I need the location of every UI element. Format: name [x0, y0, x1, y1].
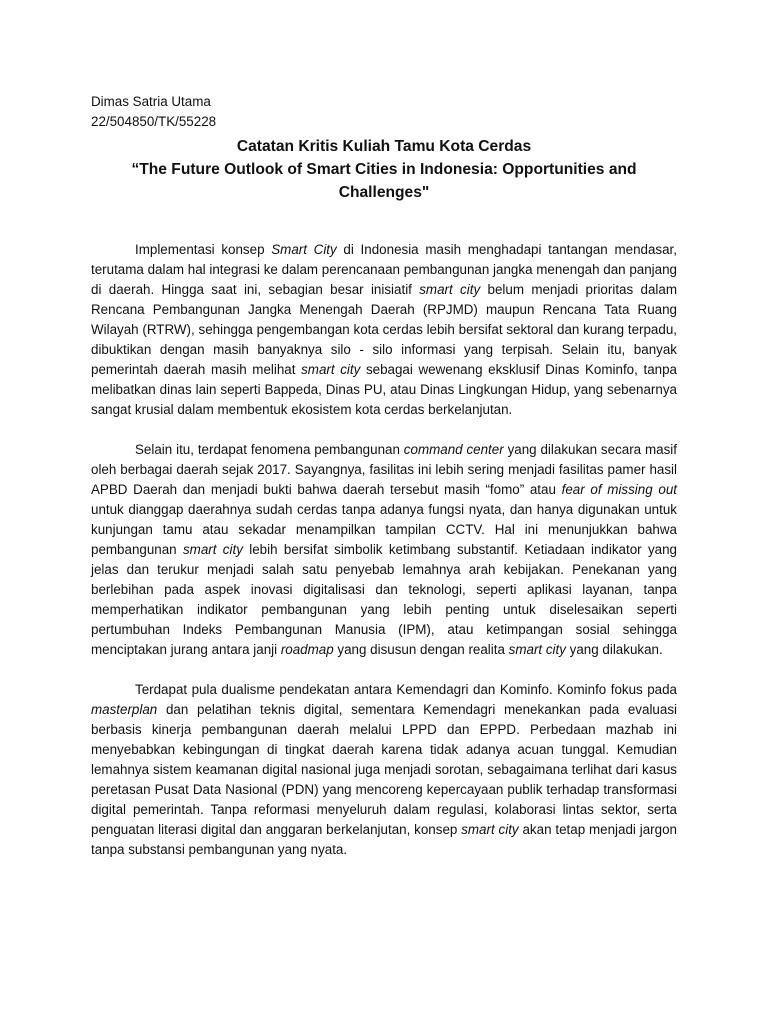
paragraph-text: untuk dianggap daerahnya sudah cerdas tanpa adanya fungsi nyata, dan hanya digunakan untuk kunjungan tamu atau sekadar menampilkan tampilan CCTV. Hal ini menunjukkan bahwa pembangunan: [91, 502, 677, 557]
italic-term: smart city: [419, 282, 481, 297]
paragraph-text: Terdapat pula dualisme pendekatan antara Kemendagri dan Kominfo. Kominfo fokus pada: [135, 682, 677, 697]
body-paragraph: [91, 240, 677, 420]
italic-term: smart city: [182, 542, 243, 557]
paragraph-text: yang dilakukan secara masif oleh berbagai daerah sejak 2017. Sayangnya, fasilitas ini lebih sering menjadi fasilitas pamer hasil APBD Daerah dan menjadi bukti bahwa daerah tersebut masih “fomo” atau: [91, 442, 677, 497]
italic-term: fear of missing out: [561, 482, 677, 497]
paragraph-text: di Indonesia masih menghadapi tantangan mendasar, terutama dalam hal integrasi ke dalam perencanaan pembangunan jangka menengah dan panjang di daerah. Hingga saat ini, sebagian besar inisiatif: [91, 242, 677, 297]
paragraph-text: yang dilakukan.: [565, 642, 663, 657]
paragraph-text: akan tetap menjadi jargon tanpa substansi pembangunan yang nyata.: [91, 822, 677, 857]
document-subtitle: “The Future Outlook of Smart Cities in Indonesia: Opportunities and Challenges": [131, 161, 637, 201]
paragraph-text: sebagai wewenang eksklusif Dinas Kominfo, tanpa melibatkan dinas lain seperti Bappeda, Dinas PU, atau Dinas Lingkungan Hidup, yang sebenarnya sangat krusial dalam membentuk ekosistem kota cerdas berkelanjutan.: [91, 362, 677, 417]
italic-term: smart city: [461, 822, 519, 837]
paragraph-text: yang disusun dengan realita: [333, 642, 509, 657]
author-name: Dimas Satria Utama: [91, 94, 211, 109]
italic-term: command center: [403, 442, 504, 457]
paragraph-text: Selain itu, terdapat fenomena pembangunan: [135, 442, 404, 457]
title-block: [91, 135, 677, 204]
italic-term: smart city: [508, 642, 566, 657]
paragraph-text: dan pelatihan teknis digital, sementara Kemendagri menekankan pada evaluasi berbasis kinerja pembangunan daerah melalui LPPD dan EPPD. Perbedaan mazhab ini menyebabkan kebingungan di tingkat daerah karena tidak adanya acuan tunggal. Kemudian lemahnya sistem keamanan digital nasional juga menjadi sorotan, sebagaimana terlihat dari kasus peretasan Pusat Data Nasional (PDN) yang mencoreng kepercayaan publik terhadap transformasi digital pemerintah. Tanpa reformasi menyeluruh dalam regulasi, kolaborasi lintas sektor, serta penguatan literasi digital dan anggaran berkelanjutan, konsep: [91, 702, 677, 837]
italic-term: roadmap: [280, 642, 334, 657]
paragraph-text: Implementasi konsep: [135, 242, 272, 257]
paragraph-text: belum menjadi prioritas dalam Rencana Pembangunan Jangka Menengah Daerah (RPJMD) maupun Rencana Tata Ruang Wilayah (RTRW), sehingga pengembangan kota cerdas lebih bersifat sektoral dan kurang terpadu, dibuktikan dengan masih banyaknya silo - silo informasi yang terpisah. Selain itu, banyak pemerintah daerah masih melihat: [91, 282, 677, 377]
paragraph-text: lebih bersifat simbolik ketimbang substantif. Ketiadaan indikator yang jelas dan terukur menjadi salah satu penyebab lemahnya arah kebijakan. Penekanan yang berlebihan pada aspek inovasi digitalisasi dan teknologi, seperti aplikasi layanan, tanpa memperhatikan indikator pembangunan yang lebih penting untuk diselesaikan seperti pertumbuhan Indeks Pembangunan Manusia (IPM), atau ketimpangan sosial sehingga menciptakan jurang antara janji: [91, 542, 678, 657]
body-paragraph: [91, 680, 677, 860]
italic-term: Smart City: [271, 242, 337, 257]
document-title: Catatan Kritis Kuliah Tamu Kota Cerdas: [236, 138, 532, 155]
italic-term: smart city: [301, 362, 361, 377]
italic-term: masterplan: [91, 702, 158, 717]
document-body: [91, 240, 677, 860]
body-paragraph: [91, 440, 677, 660]
student-id: 22/504850/TK/55228: [91, 114, 217, 129]
author-block: [91, 92, 677, 132]
